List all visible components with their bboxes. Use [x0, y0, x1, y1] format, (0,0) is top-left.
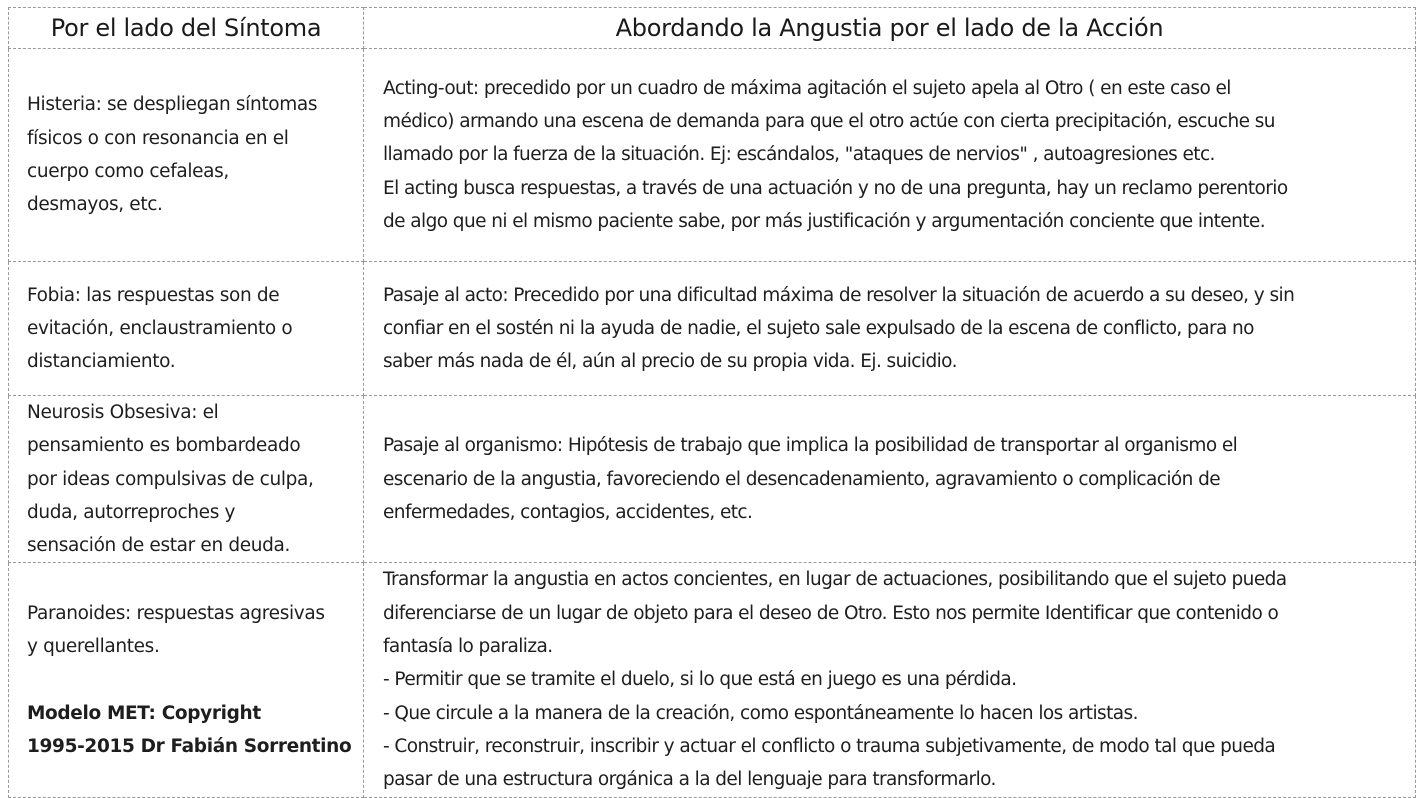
cell-line: por ideas compulsivas de culpa, — [27, 468, 314, 490]
table-row-paranoides — [9, 563, 1416, 797]
cell-line: diferenciarse de un lugar de objeto para el deseo de Otro. Esto nos permite Identificar que contenido o — [383, 602, 1279, 624]
cell-line: Transformar la angustia en actos concientes, en lugar de actuaciones, posibilitando que el sujeto pueda — [383, 569, 1287, 591]
cell-line: El acting busca respuestas, a través de una actuación y no de una pregunta, hay un reclamo perentorio — [383, 177, 1288, 199]
cell-action-pasaje-al-acto — [364, 262, 1416, 396]
cell-action-acting-out — [364, 49, 1416, 262]
header-symptom: Por el lado del Síntoma — [9, 8, 364, 49]
cell-line: sensación de estar en deuda. — [27, 535, 291, 557]
header-row — [9, 8, 1416, 49]
header-action: Abordando la Angustia por el lado de la Acción — [364, 8, 1416, 49]
cell-symptom-fobia — [9, 262, 364, 396]
spacer — [27, 664, 363, 697]
cell-action-transformar — [364, 563, 1416, 797]
cell-line: pasar de una estructura orgánica a la del lenguaje para transformarlo. — [383, 769, 996, 791]
cell-line: desmayos, etc. — [27, 194, 163, 216]
cell-line: - Que circule a la manera de la creación, como espontáneamente lo hacen los artistas. — [383, 702, 1138, 724]
cell-line: Paranoides: respuestas agresivas — [27, 602, 325, 624]
cell-symptom-neurosis-obsesiva — [9, 396, 364, 563]
table-row-neurosis-obsesiva — [9, 396, 1416, 563]
cell-line: - Construir, reconstruir, inscribir y actuar el conflicto o trauma subjetivamente, de modo tal que pueda — [383, 735, 1276, 757]
cell-line: duda, autorreproches y — [27, 501, 236, 523]
cell-line: distanciamiento. — [27, 351, 176, 373]
cell-line: Fobia: las respuestas son de — [27, 284, 280, 306]
cell-action-pasaje-al-organismo — [364, 396, 1416, 563]
cell-symptom-histeria — [9, 49, 364, 262]
cell-line: - Permitir que se tramite el duelo, si lo que está en juego es una pérdida. — [383, 669, 1017, 691]
cell-line: médico) armando una escena de demanda para que el otro actúe con cierta precipitación, escuche su — [383, 111, 1275, 133]
cell-line: llamado por la fuerza de la situación. Ej: escándalos, "ataques de nervios" , autoagresiones etc. — [383, 144, 1215, 166]
cell-line: cuerpo como cefaleas, — [27, 161, 229, 182]
cell-line: saber más nada de él, aún al precio de su propia vida. Ej. suicidio. — [383, 351, 957, 373]
copyright-line: Modelo MET: Copyright — [27, 702, 261, 724]
cell-line: Neurosis Obsesiva: el — [27, 402, 219, 423]
cell-line: enfermedades, contagios, accidentes, etc. — [383, 501, 753, 523]
symptom-action-table — [8, 7, 1416, 798]
cell-line: confiar en el sostén ni la ayuda de nadie, el sujeto sale expulsado de la escena de conflicto, para no — [383, 317, 1254, 339]
cell-line: físicos o con resonancia en el — [27, 127, 289, 149]
copyright-line: 1995-2015 Dr Fabián Sorrentino — [27, 735, 352, 757]
cell-line: de algo que ni el mismo paciente sabe, por más justificación y argumentación conciente que intente. — [383, 210, 1265, 232]
table-row-histeria — [9, 49, 1416, 262]
cell-line: escenario de la angustia, favoreciendo el desencadenamiento, agravamiento o complicación de — [383, 468, 1221, 490]
cell-line: y querellantes. — [27, 636, 160, 658]
cell-line: fantasía lo paraliza. — [383, 636, 553, 658]
cell-line: Histeria: se despliegan síntomas — [27, 94, 318, 116]
cell-line: evitación, enclaustramiento o — [27, 317, 293, 339]
cell-line: pensamiento es bombardeado — [27, 435, 301, 457]
table-row-fobia — [9, 262, 1416, 396]
cell-line: Pasaje al acto: Precedido por una dificultad máxima de resolver la situación de acuerdo a su deseo, y sin — [383, 284, 1295, 306]
cell-symptom-paranoides — [9, 563, 364, 797]
cell-line: Acting-out: precedido por un cuadro de máxima agitación el sujeto apela al Otro ( en este caso el — [383, 77, 1231, 99]
cell-line: Pasaje al organismo: Hipótesis de trabajo que implica la posibilidad de transportar al organismo el — [383, 435, 1238, 457]
